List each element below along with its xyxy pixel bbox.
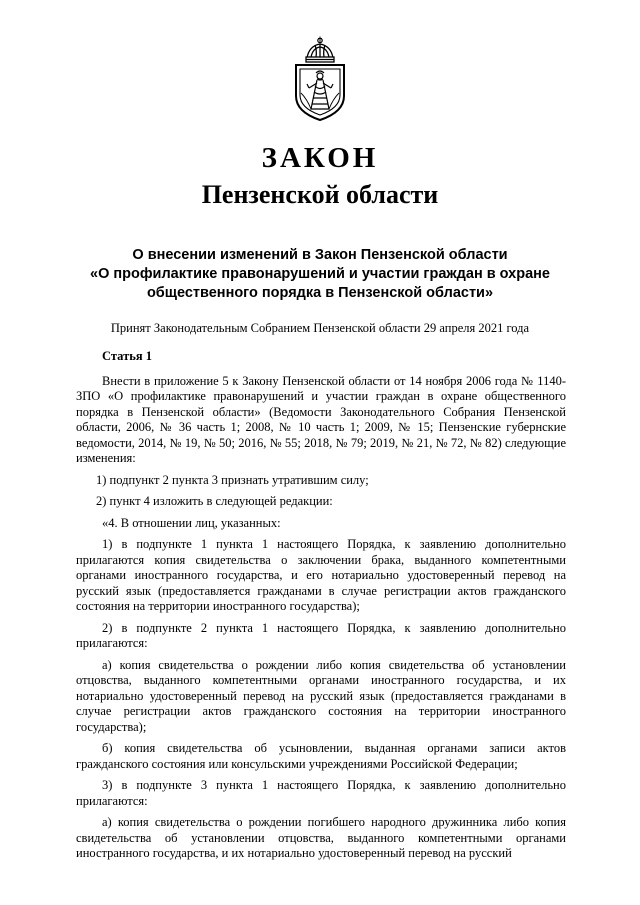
law-subject-line: общественного порядка в Пензенской области» bbox=[146, 285, 494, 301]
document-subtitle: Пензенской области bbox=[201, 180, 439, 209]
quoted-paragraph: б) копия свидетельства об усыновлении, выданная органами записи актов гражданского состояния или консульскими учреждениями Российской Федерации; bbox=[76, 741, 566, 771]
document-title: ЗАКОН bbox=[261, 142, 379, 174]
amendment-item: 1) подпункт 2 пункта 3 признать утратившим силу; bbox=[96, 472, 369, 487]
quoted-paragraph: 1) в подпункте 1 пункта 1 настоящего Порядка, к заявлению дополнительно прилагаются копия свидетельства о заключении брака, выданного компетентными органами иностранного государства, и его нотариально удостоверенный перевод на русский язык (предоставляется гражданами в случае регистрации актов гражданского состояния на территории иностранного государства); bbox=[76, 537, 566, 613]
quoted-paragraph: а) копия свидетельства о рождении погибшего народного дружинника либо копия свидетельства об установлении отцовства, выданного компетентными органами иностранного государства, и их нотариально удостоверенный перевод на русский bbox=[76, 815, 566, 860]
adoption-note: Принят Законодательным Собранием Пензенской области 29 апреля 2021 года bbox=[110, 321, 530, 335]
document-body bbox=[76, 349, 566, 862]
quoted-paragraph: а) копия свидетельства о рождении либо копия свидетельства об установлении отцовства, выданного компетентными органами иностранного государства, и их нотариально удостоверенный перевод на русский язык (предоставляется гражданами в случае регистрации актов гражданского состояния на территории иностранного государства); bbox=[76, 657, 566, 734]
quoted-paragraph: «4. В отношении лиц, указанных: bbox=[102, 515, 281, 530]
article-intro: Внести в приложение 5 к Закону Пензенской области от 14 ноября 2006 года № 1140-ЗПО «О профилактике правонарушений и участии граждан в охране общественного порядка в Пензенской области» (Ведомости Законодательного Собрания Пензенской области, 2006, № 36 часть 1; 2008, № 10 часть 1; 2009, № 15; Пензенские губернские ведомости, 2014, № 19, № 50; 2016, № 55; 2018, № 79; 2019, № 21, № 72, № 82) следующие изменения: bbox=[76, 373, 566, 465]
law-subject-line: «О профилактике правонарушений и участии граждан в охране bbox=[90, 266, 550, 282]
amendment-item: 2) пункт 4 изложить в следующей редакции: bbox=[96, 494, 333, 508]
law-subject-line: О внесении изменений в Закон Пензенской области bbox=[132, 247, 508, 263]
quoted-paragraph: 2) в подпункте 2 пункта 1 настоящего Порядка, к заявлению дополнительно прилагаются: bbox=[76, 620, 566, 650]
quoted-paragraph: 3) в подпункте 3 пункта 1 настоящего Порядка, к заявлению дополнительно прилагаются: bbox=[76, 778, 566, 808]
coat-of-arms-icon bbox=[287, 36, 353, 122]
law-subject bbox=[70, 246, 570, 303]
article-heading: Статья 1 bbox=[102, 349, 152, 363]
